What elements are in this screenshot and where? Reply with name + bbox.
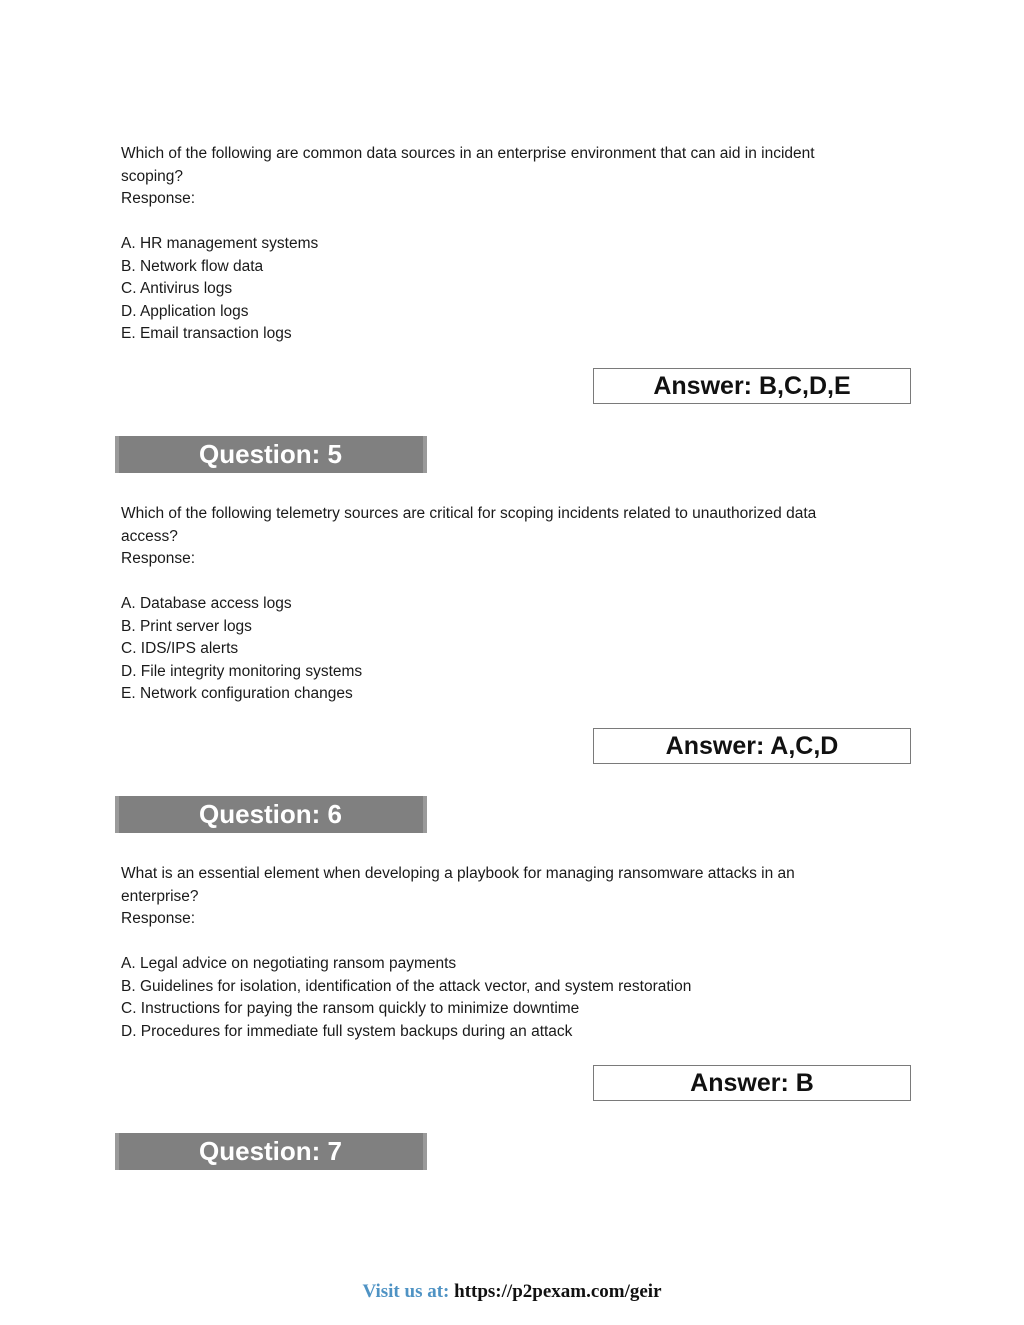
question-4-line-1: Which of the following are common data sources in an enterprise environment that can aid in incident <box>121 145 815 162</box>
option-item: E. Email transaction logs <box>121 325 292 342</box>
question-6-line-2: enterprise? <box>121 887 199 905</box>
question-5-header-label: Question: 5 <box>199 439 343 469</box>
question-6-options <box>121 953 911 1043</box>
option-item: B. Guidelines for isolation, identification of the attack vector, and system restoration <box>121 977 692 995</box>
option-item: A. HR management systems <box>121 235 319 252</box>
question-6-header-label: Question: 6 <box>199 799 343 829</box>
option-item: D. Application logs <box>121 302 249 320</box>
question-5-line-2: access? <box>121 527 178 545</box>
option-item: E. Network configuration changes <box>121 685 353 702</box>
question-7-header <box>115 1133 427 1170</box>
question-6-header <box>115 796 427 833</box>
answer-box-q6: Answer: B <box>593 1065 911 1101</box>
answer-box-q5: Answer: A,C,D <box>593 728 911 764</box>
option-item: D. File integrity monitoring systems <box>121 662 363 680</box>
question-7-header-label: Question: 7 <box>199 1136 343 1166</box>
question-6-line-1: What is an essential element when developing a playbook for managing ransomware attacks in an <box>121 865 795 882</box>
question-5-header <box>115 436 427 473</box>
question-5-text <box>121 503 911 571</box>
option-item: B. Print server logs <box>121 617 252 635</box>
footer-url-link[interactable]: https://p2pexam.com/geir <box>454 1281 662 1302</box>
question-4-options <box>121 233 911 346</box>
question-4-response-label: Response: <box>121 190 196 207</box>
option-item: A. Legal advice on negotiating ransom payments <box>121 955 457 972</box>
question-6-text <box>121 863 911 931</box>
footer <box>0 1281 1024 1303</box>
question-4-text <box>121 143 911 211</box>
option-item: D. Procedures for immediate full system backups during an attack <box>121 1022 573 1040</box>
question-4-line-2: scoping? <box>121 167 184 185</box>
answer-box-q4: Answer: B,C,D,E <box>593 368 911 404</box>
option-item: C. Instructions for paying the ransom quickly to minimize downtime <box>121 1000 580 1017</box>
question-5-line-1: Which of the following telemetry sources are critical for scoping incidents related to unauthorized data <box>121 505 817 522</box>
option-item: A. Database access logs <box>121 595 292 612</box>
option-item: B. Network flow data <box>121 257 264 275</box>
question-6-response-label: Response: <box>121 910 196 927</box>
question-5-options <box>121 593 911 706</box>
question-5-response-label: Response: <box>121 550 196 567</box>
footer-visit-label: Visit us at: <box>362 1281 450 1302</box>
option-item: C. Antivirus logs <box>121 280 233 297</box>
option-item: C. IDS/IPS alerts <box>121 640 239 657</box>
